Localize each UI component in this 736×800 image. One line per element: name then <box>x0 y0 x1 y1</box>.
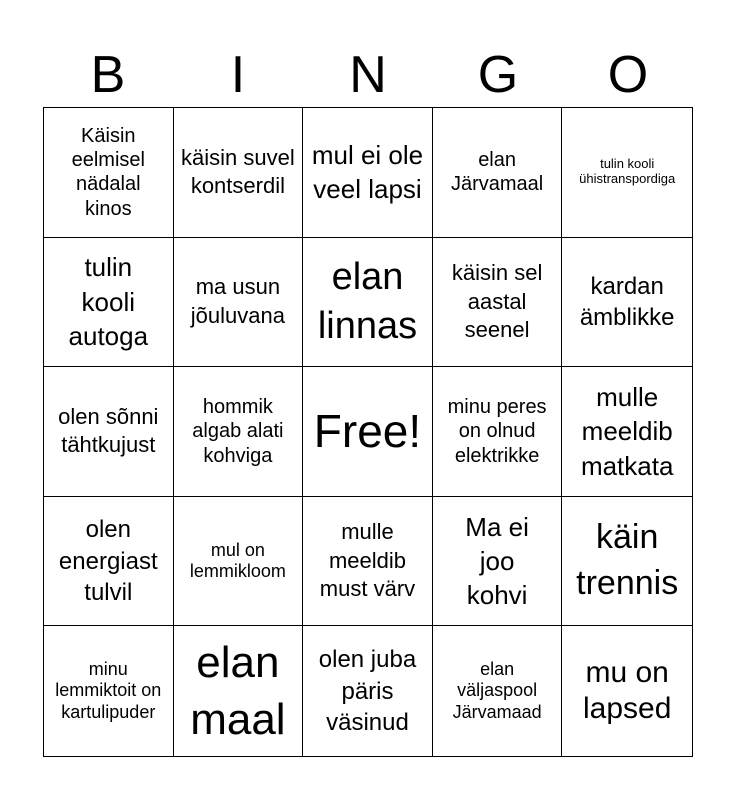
bingo-cell[interactable] <box>433 238 563 368</box>
bingo-cell[interactable] <box>174 108 304 238</box>
cell-text: käisin sel aastal seenel <box>451 260 543 343</box>
bingo-board <box>43 107 693 757</box>
bingo-cell[interactable] <box>44 626 174 756</box>
bingo-cell[interactable] <box>303 238 433 368</box>
bingo-cell[interactable] <box>44 497 174 627</box>
cell-text: minu peres on olnud elektrikke <box>447 395 547 467</box>
bingo-cell[interactable] <box>44 367 174 497</box>
cell-text: elan väljaspool Järvamaad <box>452 658 542 722</box>
cell-text: olen sõnni tähtkujust <box>58 403 159 458</box>
header-letter-g: G <box>477 46 519 104</box>
cell-text: Käisin eelmisel nädalal kinos <box>71 124 145 220</box>
bingo-cell[interactable] <box>433 626 563 756</box>
cell-text: mulle meeldib matkata <box>580 382 674 481</box>
cell-text: tulin kooli autoga <box>68 252 149 352</box>
cell-text: käisin suvel kontserdil <box>181 144 295 199</box>
free-space-text: Free! <box>313 405 422 458</box>
bingo-cell[interactable] <box>174 367 304 497</box>
cell-text: mul on lemmikloom <box>189 539 286 582</box>
bingo-cell[interactable] <box>433 367 563 497</box>
bingo-cell[interactable] <box>44 238 174 368</box>
bingo-cell[interactable] <box>303 626 433 756</box>
cell-text: mul ei ole veel lapsi <box>311 139 424 205</box>
bingo-cell[interactable] <box>562 108 692 238</box>
cell-text: olen juba päris väsinud <box>318 646 417 736</box>
bingo-cell[interactable] <box>433 497 563 627</box>
bingo-cell[interactable] <box>433 108 563 238</box>
bingo-cell[interactable] <box>562 497 692 627</box>
cell-text: mulle meeldib must värv <box>319 519 416 602</box>
header-letter-b: B <box>90 46 126 104</box>
bingo-cell[interactable] <box>174 497 304 627</box>
header-letter-o: O <box>607 46 649 104</box>
free-space-cell[interactable] <box>303 367 433 497</box>
bingo-cell[interactable] <box>44 108 174 238</box>
cell-text: ma usun jõuluvana <box>190 274 285 328</box>
cell-text: minu lemmiktoit on kartulipuder <box>55 658 162 722</box>
bingo-header <box>43 42 693 108</box>
cell-text: Ma ei joo kohvi <box>465 511 529 611</box>
bingo-cell[interactable] <box>174 238 304 368</box>
cell-text: elan maal <box>190 638 286 745</box>
cell-text: tulin kooli ühistranspordiga <box>579 156 676 187</box>
bingo-cell[interactable] <box>303 497 433 627</box>
cell-text: käin trennis <box>576 518 679 603</box>
bingo-cell[interactable] <box>562 367 692 497</box>
cell-text: mu on lapsed <box>582 656 672 726</box>
cell-text: elan linnas <box>317 255 418 347</box>
header-letter-i: I <box>230 46 246 104</box>
bingo-cell[interactable] <box>174 626 304 756</box>
bingo-cell[interactable] <box>562 238 692 368</box>
header-letter-n: N <box>349 46 387 104</box>
bingo-cell[interactable] <box>303 108 433 238</box>
cell-text: elan Järvamaal <box>450 148 544 196</box>
cell-text: olen energiast tulvil <box>58 516 158 606</box>
bingo-cell[interactable] <box>562 626 692 756</box>
cell-text: hommik algab alati kohviga <box>192 395 284 467</box>
cell-text: kardan ämblikke <box>579 272 675 331</box>
